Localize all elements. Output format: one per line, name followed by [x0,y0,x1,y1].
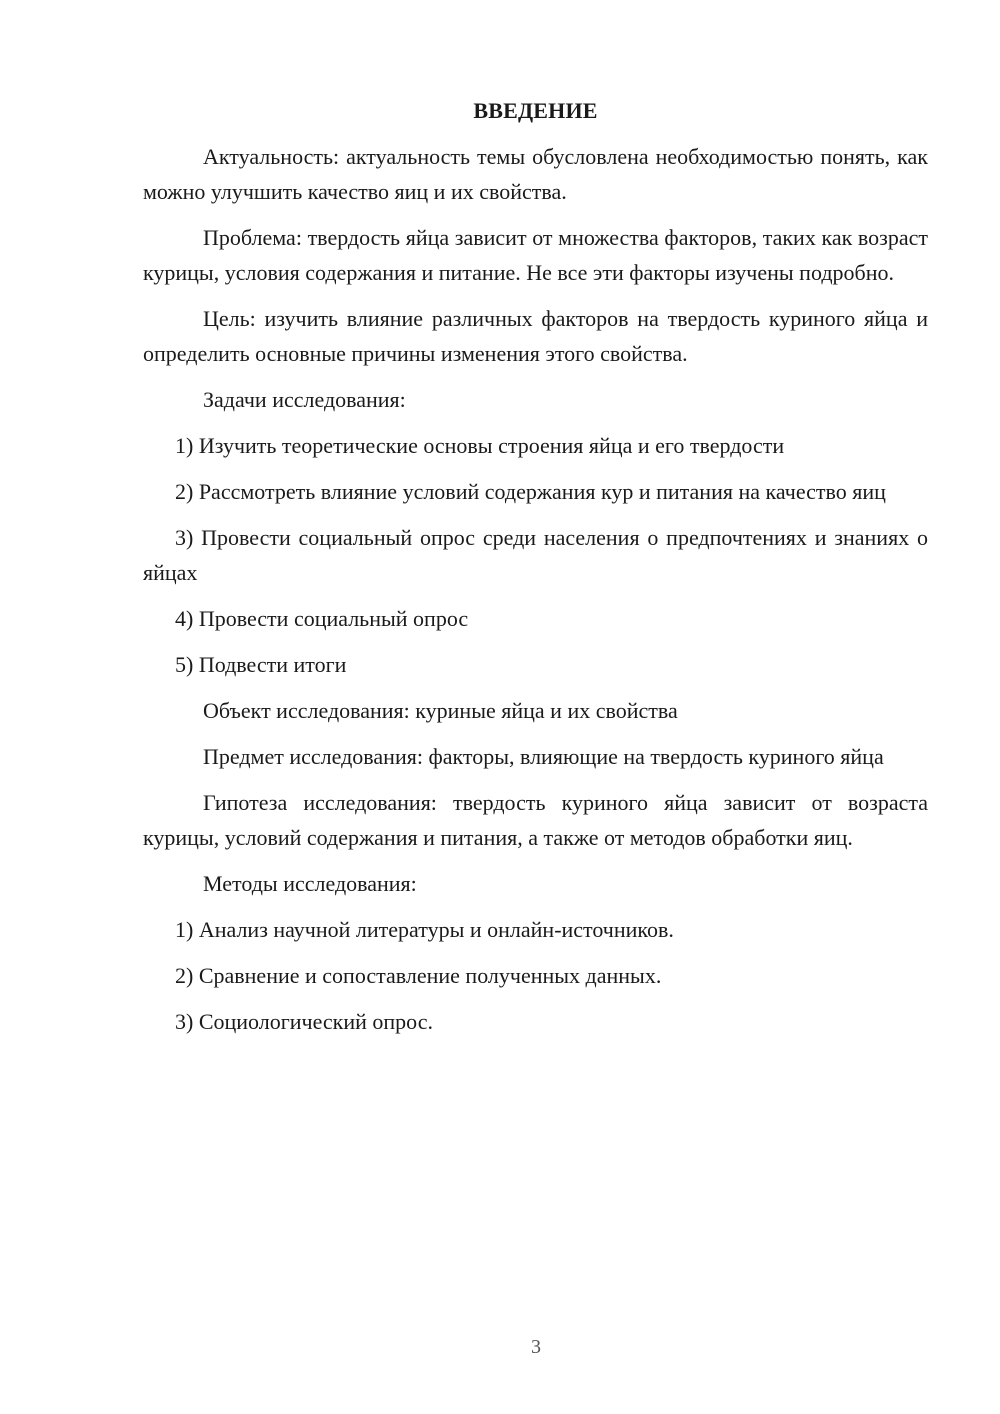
method-item-3: 3) Социологический опрос. [175,1009,433,1034]
task-item-4: 4) Провести социальный опрос [175,606,469,631]
paragraph-goal: Цель: изучить влияние различных факторов на твердость куриного яйца и определить основные причины изменения этого свойства. [143,306,928,366]
paragraph-problem: Проблема: твердость яйца зависит от множества факторов, таких как возраст курицы, условия содержания и питание. Не все эти факторы изучены подробно. [143,225,928,285]
method-item-1: 1) Анализ научной литературы и онлайн-источников. [175,917,674,942]
page-number: 3 [531,1336,541,1358]
task-item-5: 5) Подвести итоги [175,652,347,677]
page-title: ВВЕДЕНИЕ [473,98,598,123]
page-content [143,93,928,1050]
methods-heading: Методы исследования: [203,871,417,896]
paragraph-hypothesis: Гипотеза исследования: твердость куриного яйца зависит от возраста курицы, условий содержания и питания, а также от методов обработки яиц. [143,790,928,850]
paragraph-relevance: Актуальность: актуальность темы обусловлена необходимостью понять, как можно улучшить качество яиц и их свойства. [143,144,928,204]
task-item-2: 2) Рассмотреть влияние условий содержания кур и питания на качество яиц [175,479,886,504]
task-item-1: 1) Изучить теоретические основы строения яйца и его твердости [175,433,785,458]
tasks-heading: Задачи исследования: [203,387,406,412]
method-item-2: 2) Сравнение и сопоставление полученных данных. [175,963,662,988]
task-item-3: 3) Провести социальный опрос среди населения о предпочтениях и знаниях о яйцах [143,525,928,585]
paragraph-object: Объект исследования: куриные яйца и их свойства [203,698,678,723]
paragraph-subject: Предмет исследования: факторы, влияющие на твердость куриного яйца [203,744,884,769]
